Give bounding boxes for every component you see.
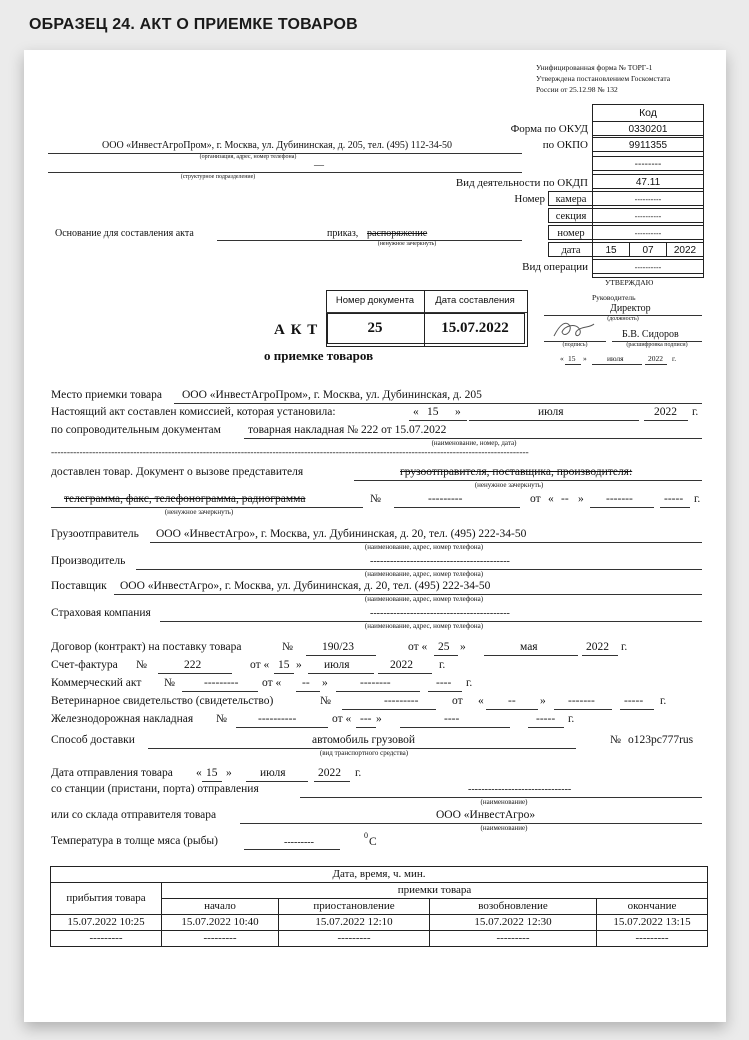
accomp-caption: (наименование, номер, дата) [431,439,517,447]
delivery-value: автомобиль грузовой [312,734,416,746]
temp-unit: С [369,836,377,848]
vet-no-sign: № [320,695,331,707]
rail-day-underline [356,727,376,728]
rail-year-underline [528,727,564,728]
unified-form-line2: Утверждена постановлением Госкомстата [536,74,671,83]
place-value: ООО «ИнвестАгроПром», г. Москва, ул. Дубининская, д. 205 [182,389,482,401]
doc-num-value: 25 [367,320,383,336]
nomer2-label: номер [548,225,593,240]
tel-ot: от [530,493,541,505]
invoice-day-underline [274,673,294,674]
dashes-line: ------------------------------------------------------------------------------------------------------------------------------------------------------- [51,448,529,458]
tel-no: --------- [428,493,463,505]
delivered-label: доставлен товар. Документ о вызове представителя [51,466,304,478]
delivery-caption: (вид транспортного средства) [319,749,409,757]
document-page [24,50,726,1022]
dispatch-year-underline [314,781,350,782]
time-table [50,866,708,947]
table-cell: --------- [162,931,279,947]
date-day-value: 15 [592,242,630,257]
contract-no: 190/23 [322,641,354,653]
vet-month: ------- [568,695,595,707]
delivery-label: Способ доставки [51,734,135,746]
rail-year: ----- [536,713,556,725]
approve-year-underline [645,364,667,365]
rail-no: ---------- [258,713,297,725]
producer-caption: (наименование, адрес, номер телефона) [364,570,484,578]
tel-year: ----- [664,493,684,505]
commact-label: Коммерческий акт [51,677,142,689]
rail-ot: от « [332,713,352,725]
name-caption: (расшифровка подписи) [626,342,688,348]
rail-q2: » [376,713,382,725]
supplier-value: ООО «ИнвестАгро», г. Москва, ул. Дубининская, д. 20, тел. (495) 222-34-50 [120,580,491,592]
producer-value: ------------------------------------------ [370,556,510,567]
dispatch-q1: « [196,767,202,779]
contract-year: 2022 [586,641,609,653]
signature-image [550,318,598,342]
struct-value: — [314,160,324,171]
col-resume: возобновление [430,899,597,915]
invoice-year-underline [378,673,432,674]
tel-q2: » [578,493,584,505]
nomer2-value: ---------- [592,225,704,240]
rail-no-underline [236,727,328,728]
comm-day-underline [409,420,467,421]
table-title: Дата, время, ч. мин. [51,867,708,883]
code-header: Код [639,107,657,119]
table-cell: 15.07.2022 13:15 [597,915,708,931]
shipper-value: ООО «ИнвестАгро», г. Москва, ул. Дубининская, д. 20, тел. (495) 222-34-50 [156,528,527,540]
rail-no-sign: № [216,713,227,725]
accomp-value: товарная накладная № 222 от 15.07.2022 [248,424,447,436]
shipper-label: Грузоотправитель [51,528,139,540]
approve-date-open: « [560,354,564,363]
tel-no-underline [394,507,520,508]
invoice-day: 15 [278,659,290,671]
producer-label: Производитель [51,555,126,567]
basis-value1: приказ, [327,228,359,239]
basis-label: Основание для составления акта [55,228,194,239]
invoice-g: г. [439,659,446,671]
commact-g: г. [466,677,473,689]
kamera-value: ---------- [592,191,704,206]
commact-no: --------- [204,677,239,689]
contract-month-underline [484,655,578,656]
station-value: ------------------------------- [468,784,572,795]
warehouse-value: ООО «ИнвестАгро» [436,809,536,821]
doc-num-header: Номер документа [335,295,415,306]
col-end: окончание [597,899,708,915]
doc-date-value: 15.07.2022 [441,320,509,336]
sekciya-value: ---------- [592,208,704,223]
approve-role: Руководитель [592,293,636,302]
commact-ot: от « [262,677,282,689]
contract-q2: » [460,641,466,653]
vet-day-underline [486,709,538,710]
date-month-value: 07 [629,242,667,257]
warehouse-caption: (наименование) [480,824,528,832]
invoice-q2: » [296,659,302,671]
rail-month-underline [400,727,510,728]
commact-month-underline [336,691,420,692]
position-caption: (должность) [607,316,639,322]
approve-date-day: 15 [568,354,576,363]
struct-caption: (структурное подразделение) [180,174,256,180]
delivered-value: грузоотправителя, поставщика, производителя: [400,466,633,478]
doc-date-header: Дата составления [435,295,515,306]
struct-code-value: -------- [592,156,704,171]
vet-q2: » [540,695,546,707]
col-acceptance: приемки товара [162,883,708,899]
kamera-label: камера [548,191,593,206]
table-cell: --------- [279,931,430,947]
supplier-label: Поставщик [51,580,107,592]
approve-date-year: 2022 [648,354,663,363]
dispatch-month: июля [260,767,286,779]
commact-year: ---- [436,677,452,689]
approve-date-month: июля [607,354,624,363]
dispatch-label: Дата отправления товара [51,767,173,779]
station-label: со станции (пристани, порта) отправления [51,783,259,795]
unified-form-line1: Унифицированная форма № ТОРГ-1 [536,63,653,72]
data-label: дата [548,242,593,257]
delivery-no: о123рс777rus [628,734,694,746]
table-cell: 15.07.2022 10:25 [51,915,162,931]
struct-underline [48,172,522,173]
invoice-no-underline [158,673,232,674]
dispatch-day-underline [202,781,222,782]
comm-g: г. [692,406,699,418]
insurer-caption: (наименование, адрес, номер телефона) [364,622,484,630]
shipper-caption: (наименование, адрес, номер телефона) [364,543,484,551]
tel-month-underline [590,507,654,508]
vet-year-underline [620,709,654,710]
akt-subtitle: о приемке товаров [264,348,374,363]
accomp-label: по сопроводительным документам [51,424,221,436]
contract-no-sign: № [282,641,293,653]
vid-oper-value: ---------- [592,259,704,274]
contract-month: мая [520,641,538,653]
commact-q2: » [322,677,328,689]
okpo-value: 9911355 [592,137,704,152]
unified-form-line3: России от 25.12.98 № 132 [536,85,618,94]
table-cell: --------- [597,931,708,947]
dispatch-month-underline [246,781,308,782]
vet-no-underline [342,709,436,710]
telegram-caption: (ненужное зачеркнуть) [164,508,234,516]
comm-q2: » [455,406,461,418]
contract-no-underline [306,655,376,656]
invoice-no-sign: № [136,659,147,671]
commission-label: Настоящий акт составлен комиссией, которая установила: [51,406,336,418]
commact-year-underline [428,691,462,692]
comm-q1: « [413,406,419,418]
commact-month: -------- [360,677,391,689]
approve-position: Директор [610,303,651,314]
comm-year: 2022 [654,406,677,418]
table-cell: --------- [51,931,162,947]
akt-title: А К Т [274,322,319,338]
approve-date-g: г. [672,354,677,363]
table-cell: 15.07.2022 12:30 [430,915,597,931]
approve-date-close: » [583,354,587,363]
approve-day-underline [565,364,581,365]
rail-label: Железнодорожная накладная [51,713,194,725]
invoice-month-underline [308,673,374,674]
vet-month-underline [554,709,612,710]
vid-oper-label: Вид операции [522,261,588,273]
temp-underline [244,849,340,850]
invoice-year: 2022 [390,659,413,671]
temp-label: Температура в толще мяса (рыбы) [51,835,218,847]
place-underline [174,403,702,404]
table-cell: 15.07.2022 10:40 [162,915,279,931]
delivery-no-sign: № [610,734,621,746]
col-pause: приостановление [279,899,430,915]
tel-g: г. [694,493,701,505]
tel-no-sign: № [370,493,381,505]
vet-g: г. [660,695,667,707]
invoice-no: 222 [184,659,202,671]
header-bar [0,0,749,50]
insurer-label: Страховая компания [51,607,151,619]
col-arrival: прибытия товара [51,883,162,915]
commact-no-underline [182,691,258,692]
table-title-row [51,867,708,883]
vet-ot: от [452,695,463,707]
invoice-label: Счет-фактура [51,659,118,671]
commact-day-underline [296,691,320,692]
dispatch-q2: » [226,767,232,779]
vet-label: Ветеринарное свидетельство (свидетельство) [51,695,274,707]
basis-value2: распоряжение [367,228,428,239]
tel-month: ------- [606,493,633,505]
dispatch-year: 2022 [318,767,341,779]
invoice-month: июля [324,659,350,671]
temp-degree: 0 [364,831,368,840]
org-name: ООО «ИнвестАгроПром», г. Москва, ул. Дубининская, д. 205, тел. (495) 112-34-50 [102,140,453,151]
contract-label: Договор (контракт) на поставку товара [51,641,242,653]
tel-year-underline [660,507,690,508]
dispatch-day: 15 [206,767,218,779]
commact-no-sign: № [164,677,175,689]
sign-caption: (подпись) [562,342,588,348]
table-row [51,931,708,947]
vet-q1: « [478,695,484,707]
col-start: начало [162,899,279,915]
vet-no: --------- [384,695,419,707]
approve-month-underline [592,364,642,365]
comm-day: 15 [427,406,439,418]
comm-month: июля [538,406,564,418]
warehouse-label: или со склада отправителя товара [51,809,217,821]
temp-value: --------- [284,837,314,848]
invoice-ot: от « [250,659,270,671]
insurer-value: ------------------------------------------ [370,608,510,619]
rail-month: ---- [444,713,460,725]
rail-g: г. [568,713,575,725]
okdp-label: Вид деятельности по ОКДП [455,177,588,189]
vet-day: -- [508,695,516,707]
contract-g: г. [621,641,628,653]
supplier-caption: (наименование, адрес, номер телефона) [364,595,484,603]
tel-day: -- [561,493,569,505]
sekciya-label: секция [548,208,593,223]
okud-value: 0330201 [592,121,704,136]
date-year-value: 2022 [666,242,704,257]
telegram-text: телеграмма, факс, телефонограмма, радиограмма [64,493,306,505]
contract-day-underline [434,655,458,656]
commact-day: -- [302,677,310,689]
tel-q1: « [548,493,554,505]
okud-label: Форма по ОКУД [510,123,588,135]
dispatch-g: г. [355,767,362,779]
page-title: ОБРАЗЕЦ 24. АКТ О ПРИЕМКЕ ТОВАРОВ [29,16,358,33]
comm-year-underline [644,420,688,421]
org-caption: (организация, адрес, номер телефона) [199,154,297,160]
okpo-label: по ОКПО [542,139,588,151]
delivered-caption: (ненужное зачеркнуть) [474,481,544,489]
comm-month-underline [469,420,639,421]
contract-ot: от « [408,641,428,653]
nomer-label: Номер [514,193,545,205]
rail-day: --- [360,713,372,725]
table-row [51,915,708,931]
approve-name: Б.В. Сидоров [622,329,679,340]
contract-year-underline [582,655,618,656]
table-head-row [51,883,708,899]
vet-year: ----- [624,695,644,707]
place-label: Место приемки товара [51,389,162,401]
okdp-value: 47.11 [592,174,704,189]
basis-caption: (ненужное зачеркнуть) [377,241,437,247]
table-cell: --------- [430,931,597,947]
table-cell: 15.07.2022 12:10 [279,915,430,931]
station-caption: (наименование) [480,798,528,806]
approve-title: УТВЕРЖДАЮ [605,278,654,287]
contract-day: 25 [438,641,450,653]
